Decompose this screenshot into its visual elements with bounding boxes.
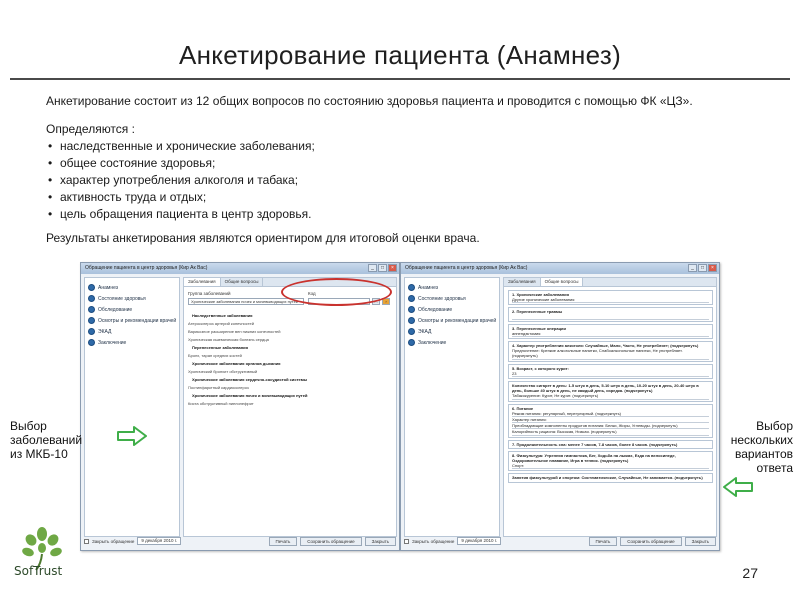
sidebar-item-conclusion[interactable]: [88, 337, 176, 348]
save-visit-button[interactable]: Сохранить обращение: [300, 537, 361, 546]
health-icon: [408, 295, 415, 302]
sidebar-item-label: Осмотры и рекомендации врачей: [418, 317, 497, 324]
answer-field[interactable]: аппендэктомия: [512, 331, 709, 337]
tab-bar: [504, 278, 716, 287]
disease-group-header: Наследственные заболевания: [192, 313, 253, 318]
defines-list: [46, 138, 746, 223]
disease-list-item[interactable]: Бронх, таран средних костей: [188, 353, 242, 358]
sidebar-item-anamnesis[interactable]: [408, 282, 496, 293]
close-window-button[interactable]: Закрыть: [685, 537, 716, 546]
questionnaire-list: [508, 290, 713, 485]
maximize-button[interactable]: □: [378, 264, 387, 272]
list-item: • наследственные и хронические заболевания;: [46, 138, 746, 155]
slide-title: Анкетирование пациента (Анамнез): [178, 40, 622, 70]
sidebar-item-anamnesis[interactable]: [88, 282, 176, 293]
close-visit-checkbox[interactable]: [84, 539, 89, 544]
question-block: [508, 404, 713, 438]
question-block: [508, 341, 713, 362]
question-block: [508, 290, 713, 305]
sidebar-item-label: ЭКАД: [98, 328, 112, 335]
question-title[interactable]: 3. Перенесенные операции: [512, 325, 566, 331]
sidebar-item-examination[interactable]: [88, 304, 176, 315]
sidebar-item-conclusion[interactable]: [408, 337, 496, 348]
right-caption: [723, 419, 793, 475]
close-button[interactable]: ×: [708, 264, 717, 272]
sidebar-item-ekad[interactable]: [408, 326, 496, 337]
anamnesis-icon: [408, 284, 415, 291]
questionnaire-panel: [503, 277, 717, 537]
question-title[interactable]: Количество сигарет в день: 1-5 штук в день, 5-10 штук в день, 10-20 штук в день, 20-40 штук в день, больше 40 штук в день, не каждый день, изредка. (подчеркнуть): [512, 383, 699, 394]
sidebar-nav: [404, 277, 500, 537]
answer-field[interactable]: Преобладающие компоненты продуктов питания: Белки, Жиры, Углеводы. (подчеркнуть): [512, 423, 709, 429]
sidebar-item-label: Осмотры и рекомендации врачей: [98, 317, 177, 324]
tab-diseases[interactable]: Заболевания: [504, 278, 541, 286]
status-bar: [404, 535, 716, 547]
answer-field[interactable]: [512, 315, 709, 320]
save-visit-button[interactable]: Сохранить обращение: [620, 537, 681, 546]
sidebar-item-ekad[interactable]: [88, 326, 176, 337]
maximize-button[interactable]: □: [698, 264, 707, 272]
questionnaire-window: [400, 262, 720, 551]
examination-icon: [88, 306, 95, 313]
window-title: Обращение пациента в центр здоровья (Кир Ак Вас): [405, 265, 528, 271]
question-block: [508, 451, 713, 472]
question-title[interactable]: 7. Продолжительность сна: менее 7 часов, 7-8 часов, более 8 часов. (подчеркнуть): [512, 441, 678, 447]
disease-list-item[interactable]: Хроническая ишемическая болезнь сердца: [188, 337, 269, 342]
window-controls: [688, 264, 717, 272]
ekad-icon: [88, 328, 95, 335]
minimize-button[interactable]: _: [368, 264, 377, 272]
question-title[interactable]: 5. Возраст, с которого курит:: [512, 365, 569, 371]
tab-general-questions[interactable]: Общие вопросы: [541, 278, 584, 286]
sidebar-item-label: ЭКАД: [418, 328, 432, 335]
disease-list-item[interactable]: Варикозное расширение вен нижних конечностей: [188, 329, 281, 334]
list-item: • характер употребления алкоголя и табака;: [46, 172, 746, 189]
window-titlebar: [81, 263, 399, 274]
disease-group-header: Хронические заболевания почек и мочевыводящих путей: [192, 393, 308, 398]
diseases-panel: [183, 277, 397, 537]
sidebar-item-health-status[interactable]: [408, 293, 496, 304]
question-title[interactable]: 2. Перенесенные травмы: [512, 309, 563, 315]
page-number: 27: [742, 565, 758, 581]
left-caption-line: из МКБ-10: [10, 447, 68, 461]
action-buttons: [269, 537, 396, 546]
answer-field[interactable]: Другие хронические заболевания: [512, 297, 709, 303]
close-visit-checkbox[interactable]: [404, 539, 409, 544]
sidebar-nav: [84, 277, 180, 537]
question-block: [508, 307, 713, 321]
disease-group-select[interactable]: Хронические заболевания почек и мочевыводящих путей: [188, 298, 304, 305]
sidebar-item-health-status[interactable]: [88, 293, 176, 304]
minimize-button[interactable]: _: [688, 264, 697, 272]
answer-field[interactable]: 23: [512, 371, 709, 377]
sidebar-item-label: Состояние здоровья: [418, 295, 466, 302]
list-item: • активность труда и отдых;: [46, 189, 746, 206]
examination-icon: [408, 306, 415, 313]
print-button[interactable]: Печать: [269, 537, 298, 546]
answer-field[interactable]: Характер питания:: [512, 417, 709, 423]
arrow-left-icon: [722, 476, 754, 498]
question-block: [508, 364, 713, 379]
answer-field[interactable]: Режим питания: регулярный, нерегулярный. (подчеркнуть): [512, 411, 709, 417]
print-button[interactable]: Печать: [589, 537, 618, 546]
arrow-right-icon: [116, 425, 148, 447]
answer-field[interactable]: Предпочтение: Крепкие алкогольные напитки, Слабоалкогольные напитки, Не употребляет. (подчеркнуть): [512, 348, 709, 359]
window-title: Обращение пациента в центр здоровья (Кир Ак Вас): [85, 265, 208, 271]
right-caption-line: нескольких: [730, 433, 793, 447]
question-block: [508, 473, 713, 482]
visit-date-picker[interactable]: 9 декабря 2010 г.: [137, 537, 181, 545]
disease-list: [188, 312, 388, 408]
lookup-button[interactable]: …: [374, 299, 378, 304]
question-title[interactable]: Занятия физкультурой и спортом: Систематические, Случайные, Не занимается. (подчеркнуть): [512, 475, 703, 481]
list-item: • цель обращения пациента в центр здоровья.: [46, 206, 746, 223]
left-caption: [10, 419, 82, 461]
tab-general-questions[interactable]: Общие вопросы: [221, 278, 264, 286]
sidebar-item-label: Заключение: [418, 339, 447, 346]
disease-list-item[interactable]: Атеросклероз артерий конечностей: [188, 321, 255, 326]
answer-field[interactable]: Спорт:: [512, 463, 709, 469]
answer-field[interactable]: Табакокурение: Курит, Не курит. (подчеркнуть): [512, 393, 709, 399]
question-title[interactable]: 4. Характер употребления алкоголя: Случайные, Мало, Часто, Не употребляет; (подчеркнуть): [512, 343, 699, 349]
tab-diseases[interactable]: Заболевания: [184, 278, 221, 286]
sidebar-item-examination[interactable]: [408, 304, 496, 315]
right-caption-line: ответа: [756, 461, 793, 475]
defines-label: Определяются :: [46, 122, 135, 136]
code-label: Код: [308, 291, 316, 296]
disease-list-item[interactable]: Киста обструктивный пиелонефрит: [188, 401, 254, 406]
action-buttons: [589, 537, 716, 546]
sidebar-item-label: Анамнез: [98, 284, 119, 291]
disease-group-header: Хронические заболевания сердечно-сосудистой системы: [192, 377, 308, 382]
conclusion-icon: [408, 339, 415, 346]
doctor-icon: [88, 317, 95, 324]
disease-list-item[interactable]: Постинфарктный кардиосклероз: [188, 385, 249, 390]
sidebar-item-doctor-exams[interactable]: [408, 315, 496, 326]
close-button[interactable]: ×: [388, 264, 397, 272]
conclusion-icon: [88, 339, 95, 346]
question-block: [508, 381, 713, 402]
close-visit-label: Закрыть обращение: [412, 538, 455, 544]
results-text: Результаты анкетирования являются ориентиром для итоговой оценки врача.: [46, 231, 480, 245]
sidebar-item-label: Состояние здоровья: [98, 295, 146, 302]
title-divider: [10, 78, 790, 80]
ekad-icon: [408, 328, 415, 335]
anamnesis-icon: [88, 284, 95, 291]
list-item: • общее состояние здоровья;: [46, 155, 746, 172]
window-titlebar: [401, 263, 719, 274]
question-block: [508, 324, 713, 339]
disease-list-item[interactable]: Хронический бронхит обструктивный: [188, 369, 258, 374]
sidebar-item-label: Обследование: [98, 306, 133, 313]
question-title[interactable]: 1. Хронические заболевания: [512, 292, 569, 297]
visit-date-picker[interactable]: 9 декабря 2010 г.: [457, 537, 501, 545]
disease-group-header: Перенесенные заболевания: [192, 345, 248, 350]
right-caption-line: Выбор: [756, 419, 793, 433]
highlight-ellipse: [281, 278, 392, 306]
question-title[interactable]: 6. Питание: [512, 405, 534, 411]
right-caption-line: вариантов: [734, 447, 793, 461]
add-disease-button[interactable]: ›: [382, 298, 390, 305]
disease-group-header: Хронические заболевания органов дыхания: [192, 361, 281, 366]
health-icon: [88, 295, 95, 302]
left-caption-line: заболеваний: [10, 433, 83, 447]
close-visit-label: Закрыть обращение: [92, 538, 135, 544]
sidebar-item-label: Заключение: [98, 339, 127, 346]
sidebar-item-label: Анамнез: [418, 284, 439, 291]
status-bar: [84, 535, 396, 547]
doctor-icon: [408, 317, 415, 324]
sidebar-item-doctor-exams[interactable]: [88, 315, 176, 326]
disease-group-label: Группа заболеваний: [188, 291, 231, 296]
defines-block: [46, 121, 746, 223]
sidebar-item-label: Обследование: [418, 306, 453, 313]
logo-text: SofTrust: [14, 564, 63, 578]
question-block: [508, 440, 713, 449]
window-controls: [368, 264, 397, 272]
close-window-button[interactable]: Закрыть: [365, 537, 396, 546]
question-title[interactable]: 8. Физкультура: Утренняя гимнастика, Бег, Ходьба на лыжах, Езда на велосипеде, Оздоровительное плавание, Игра в теннис. (подчеркнуть): [512, 452, 676, 464]
answer-field[interactable]: Калорийность рациона: Высокая, Низкая. (подчеркнуть): [512, 429, 709, 435]
left-caption-line: Выбор: [10, 419, 47, 433]
intro-text: Анкетирование состоит из 12 общих вопросов по состоянию здоровья пациента и проводится с помощью ФК «ЦЗ».: [46, 94, 693, 108]
